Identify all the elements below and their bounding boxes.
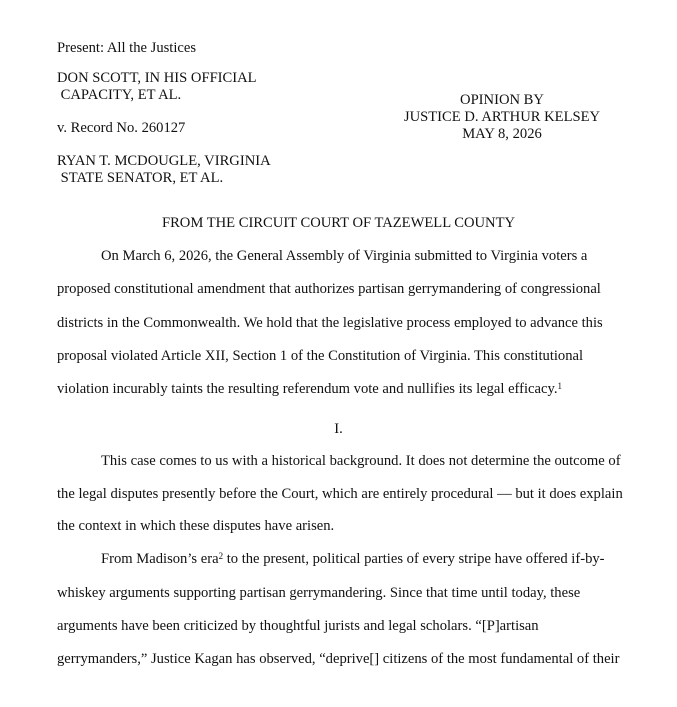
appellant-line-1: DON SCOTT, IN HIS OFFICIAL: [57, 70, 257, 86]
appellee-line-1: RYAN T. MCDOUGLE, VIRGINIA: [57, 153, 271, 169]
justice-name: JUSTICE D. ARTHUR KELSEY: [403, 109, 601, 125]
paragraph-2-line-2: the legal disputes presently before the Court, which are entirely procedural — but it does explain: [57, 486, 623, 502]
paragraph-3-line-1: [101, 551, 605, 568]
section-heading: I.: [334, 421, 343, 437]
paragraph-1-line-3: districts in the Commonwealth. We hold that the legislative process employed to advance this: [57, 315, 603, 331]
opinion-by-block: [392, 92, 612, 143]
footnote-ref-2[interactable]: 2: [218, 551, 224, 561]
record-number-line: v. Record No. 260127: [57, 120, 186, 136]
present-line: Present: All the Justices: [57, 40, 197, 56]
opinion-by-label: OPINION BY: [460, 92, 544, 108]
paragraph-1-line-5-text: violation incurably taints the resulting referendum vote and nullifies its legal efficacy.: [57, 381, 558, 397]
footnote-ref-1[interactable]: 1: [557, 381, 562, 391]
paragraph-1-line-2: proposed constitutional amendment that authorizes partisan gerrymandering of congressional: [57, 281, 601, 297]
paragraph-3-line-2: whiskey arguments supporting partisan gerrymandering. Since that time until today, these: [57, 585, 581, 601]
paragraph-3-line-1-start: From Madison’s era: [101, 551, 219, 567]
paragraph-1-line-5: [57, 381, 562, 398]
appellant-line-2: CAPACITY, ET AL.: [57, 87, 182, 103]
court-heading: FROM THE CIRCUIT COURT OF TAZEWELL COUNTY: [161, 215, 516, 231]
opinion-date: MAY 8, 2026: [462, 126, 542, 142]
paragraph-3-line-1-end: to the present, political parties of every stripe have offered if-by-: [223, 551, 605, 567]
paragraph-1-line-4: proposal violated Article XII, Section 1 of the Constitution of Virginia. This constitutional: [57, 348, 584, 364]
paragraph-2-line-3: the context in which these disputes have arisen.: [57, 518, 335, 534]
paragraph-3-line-3: arguments have been criticized by thoughtful jurists and legal scholars. “[P]artisan: [57, 618, 539, 634]
paragraph-1-line-1: On March 6, 2026, the General Assembly of Virginia submitted to Virginia voters a: [101, 248, 588, 264]
appellee-line-2: STATE SENATOR, ET AL.: [57, 170, 224, 186]
paragraph-3-line-4: gerrymanders,” Justice Kagan has observed, “deprive[] citizens of the most fundamental of their: [57, 651, 620, 667]
paragraph-2-line-1: This case comes to us with a historical background. It does not determine the outcome of: [101, 453, 621, 469]
